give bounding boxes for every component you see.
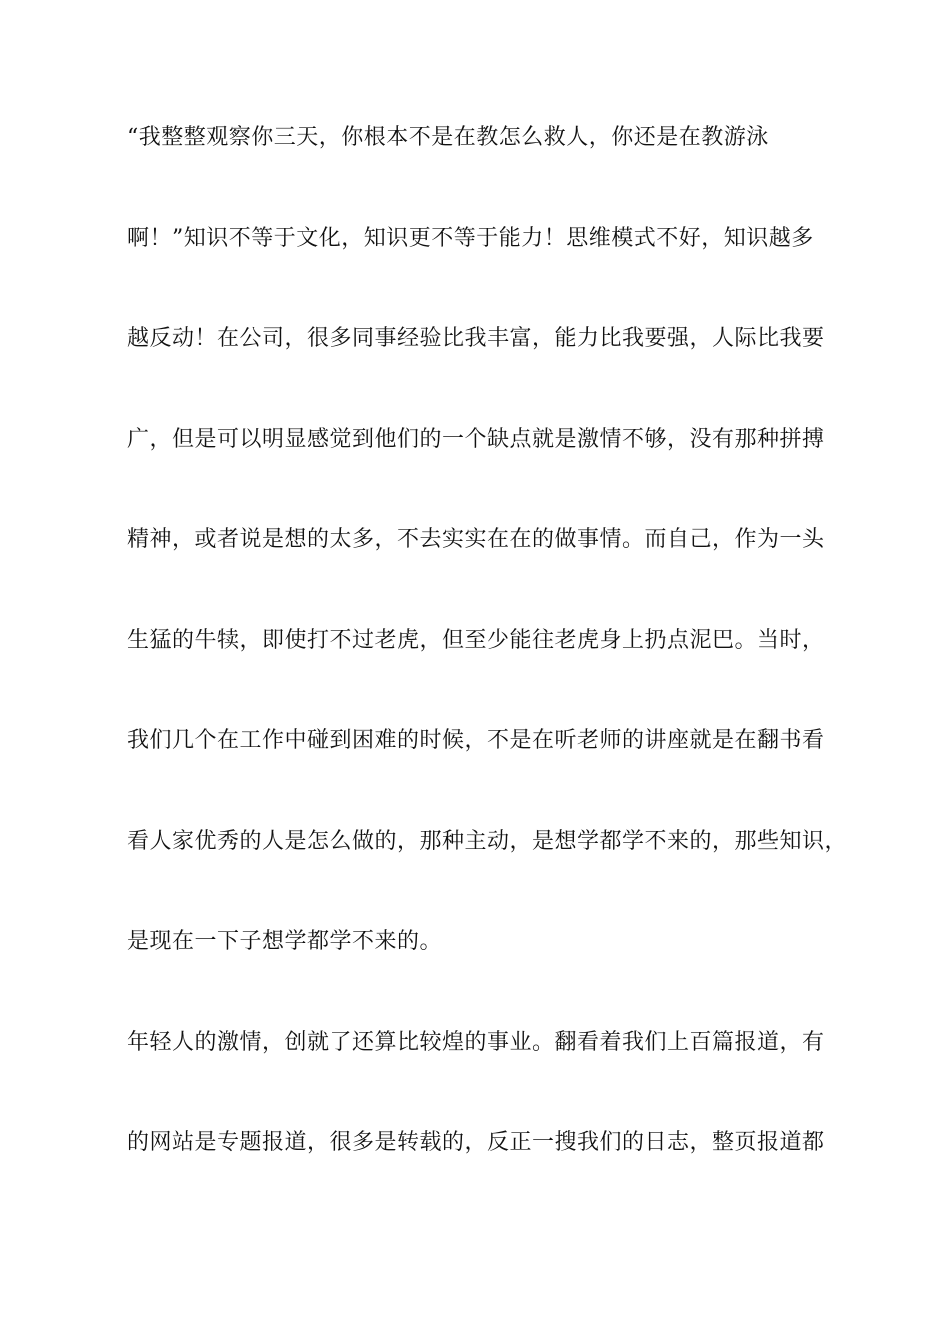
text-line-3: 越反动！在公司，很多同事经验比我丰富，能力比我要强，人际比我要 (127, 326, 825, 351)
text-line-6: 生猛的牛犊，即使打不过老虎，但至少能往老虎身上扔点泥巴。当时， (127, 627, 825, 653)
text-line-7: 我们几个在工作中碰到困难的时候，不是在听老师的讲座就是在翻书看 (127, 728, 825, 753)
text-line-8: 看人家优秀的人是怎么做的，那种主动，是想学都学不来的，那些知识， (127, 828, 848, 854)
body-text (127, 116, 847, 1222)
text-line-5: 精神，或者说是想的太多，不去实实在在的做事情。而自己，作为一头 (127, 527, 825, 552)
text-line-1: “我整整观察你三天，你根本不是在教怎么救人，你还是在教游泳 (127, 125, 769, 150)
text-line-9: 是现在一下子想学都学不来的。 (127, 929, 443, 954)
text-line-4: 广，但是可以明显感觉到他们的一个缺点就是激情不够，没有那种拼搏 (127, 426, 825, 452)
text-line-2: 啊！”知识不等于文化，知识更不等于能力！思维模式不好，知识越多 (127, 225, 814, 251)
text-line-11: 的网站是专题报道，很多是转载的，反正一搜我们的日志，整页报道都 (127, 1130, 825, 1155)
text-line-10: 年轻人的激情，创就了还算比较煌的事业。翻看着我们上百篇报道，有 (127, 1029, 825, 1055)
